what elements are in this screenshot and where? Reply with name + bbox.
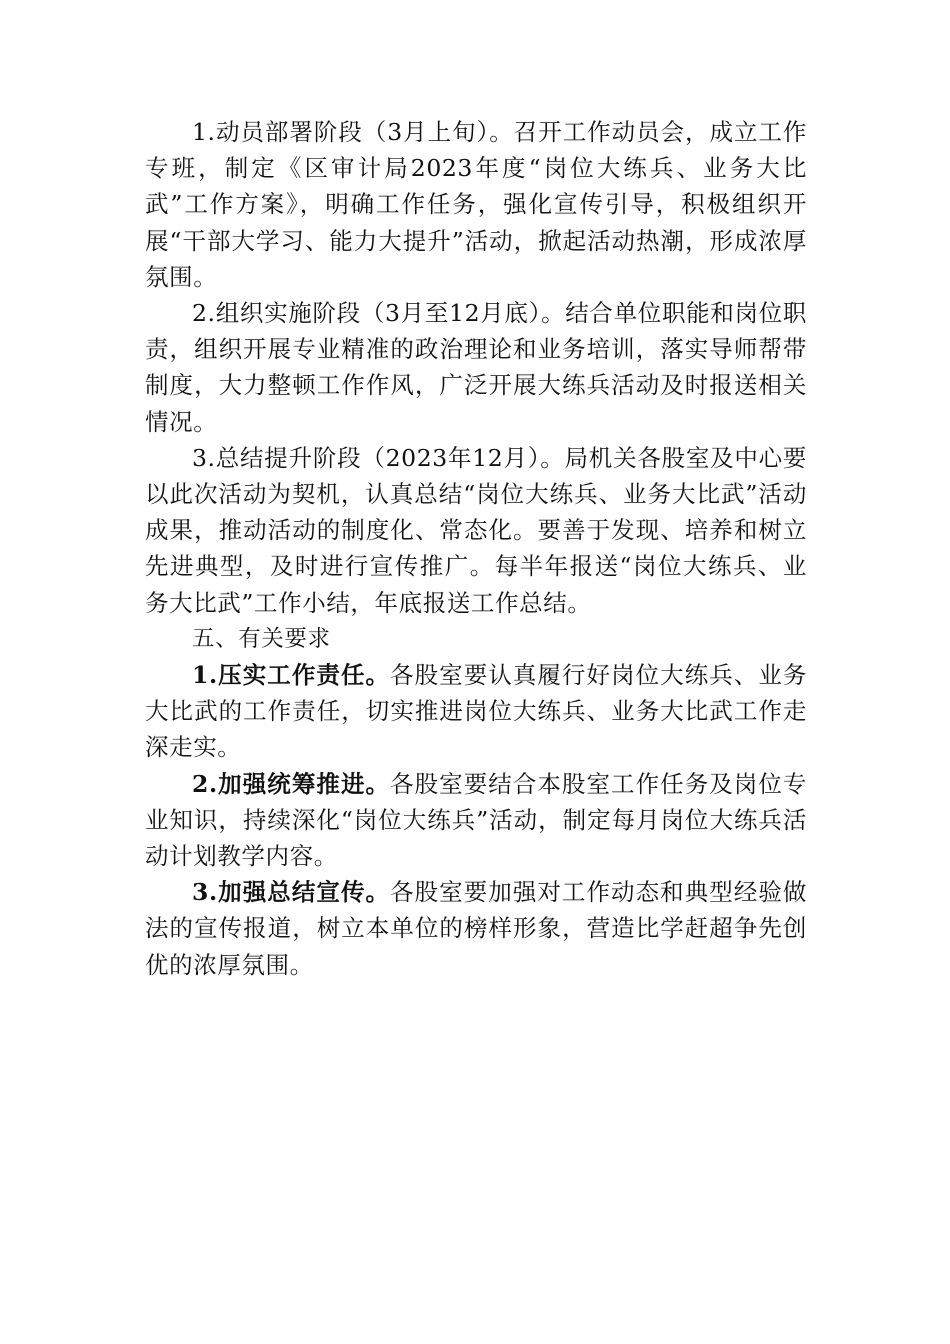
stage-paragraph-mobilization: 1.动员部署阶段（3月上旬）。召开工作动员会，成立工作专班，制定《区审计局2023年度“岗位大练兵、业务大比武”工作方案》，明确工作任务，强化宣传引导，积极组织开展“干部大学习、能力大提升”活动，掀起活动热潮，形成浓厚氛围。 (145, 118, 807, 291)
requirement-paragraph-responsibility (145, 657, 807, 766)
requirement-lead: 3.加强总结宣传。 (192, 878, 391, 907)
requirement-text: 各股室要加强对工作动态和典型经验做法的宣传报道，树立本单位的榜样形象，营造比学赶超争先创优的浓厚氛围。 (145, 878, 808, 979)
requirement-text: 各股室要认真履行好岗位大练兵、业务大比武的工作责任，切实推进岗位大练兵、业务大比武工作走深走实。 (145, 661, 808, 762)
stage-paragraph-summary: 3.总结提升阶段（2023年12月）。局机关各股室及中心要以此次活动为契机，认真总结“岗位大练兵、业务大比武”活动成果，推动活动的制度化、常态化。要善于发现、培养和树立先进典型，及时进行宣传推广。每半年报送“岗位大练兵、业务大比武”工作小结，年底报送工作总结。 (145, 443, 807, 617)
requirement-paragraph-coordination (145, 766, 807, 875)
requirement-lead: 1.压实工作责任。 (192, 661, 391, 690)
requirement-text: 各股室要结合本股室工作任务及岗位专业知识，持续深化“岗位大练兵”活动，制定每月岗位大练兵活动计划教学内容。 (145, 769, 808, 871)
stage-paragraph-implementation: 2.组织实施阶段（3月至12月底）。结合单位职能和岗位职责，组织开展专业精准的政治理论和业务培训，落实导师帮带制度，大力整顿工作作风，广泛开展大练兵活动及时报送相关情况。 (145, 299, 807, 436)
requirement-lead: 2.加强统筹推进。 (192, 769, 391, 798)
requirement-paragraph-publicity (145, 874, 807, 983)
section-heading: 五、有关要求 (192, 625, 331, 652)
document-body (145, 114, 807, 983)
